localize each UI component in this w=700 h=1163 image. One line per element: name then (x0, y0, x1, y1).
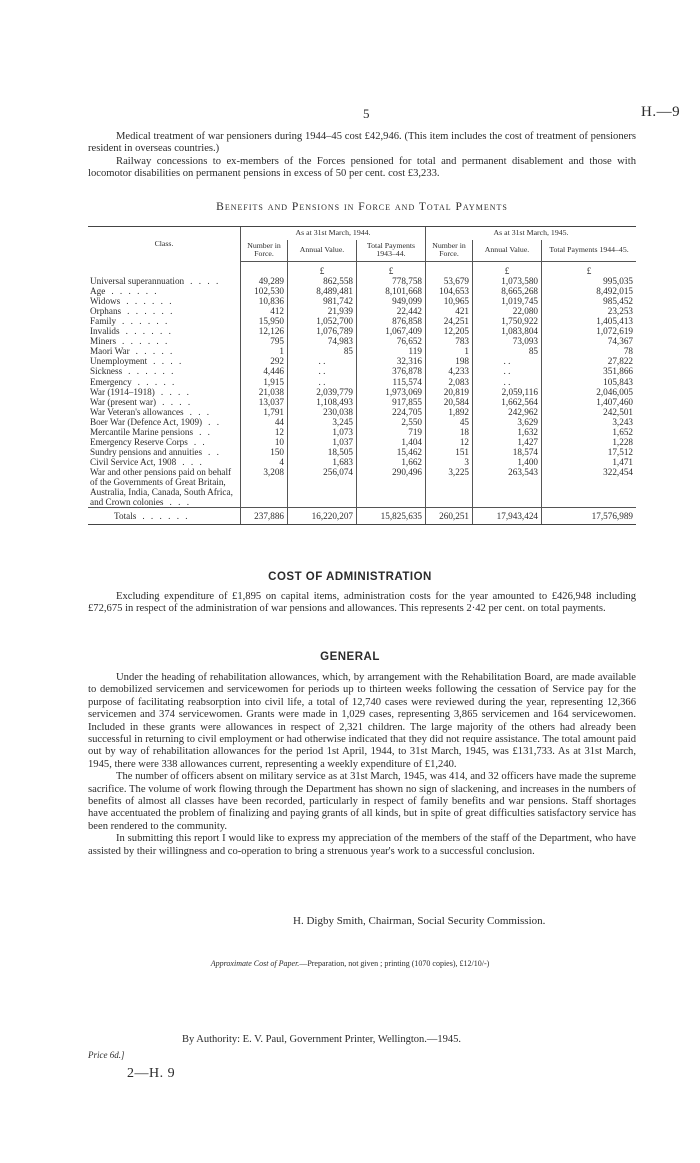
price: Price 6d.] (88, 1050, 125, 1060)
group-header-1944: As at 31st March, 1944. (241, 227, 426, 240)
col-annual-1945: Annual Value. (473, 240, 542, 262)
col-class-header: Class. (88, 227, 241, 262)
leader-dots: . . (208, 416, 221, 427)
table-row (88, 336, 636, 346)
leader-dots: . . . . (160, 386, 191, 397)
value-cell-n45: 20,584 (426, 397, 473, 407)
value-cell-v44: 1,108,493 (288, 397, 357, 407)
group-header-1945: As at 31st March, 1945. (426, 227, 637, 240)
value-cell-v44: 1,076,789 (288, 326, 357, 336)
value-cell-v45: 1,750,922 (473, 316, 542, 326)
row-label-cell (88, 356, 241, 366)
row-label: War Veteran's allowances (90, 406, 184, 417)
value-cell-t44: 224,705 (357, 407, 426, 417)
cost-of-paper-text: —Preparation, not given ; printing (1070 copies), £12/10/-) (299, 959, 490, 968)
value-cell-n44: 4 (241, 457, 288, 467)
totals-label-cell (88, 508, 241, 525)
value-cell-t45: 242,501 (542, 407, 637, 417)
value-cell-t45: 27,822 (542, 356, 637, 366)
table-row (88, 296, 636, 306)
value-cell-t45: 985,452 (542, 296, 637, 306)
value-cell-n44: 102,530 (241, 286, 288, 296)
value-cell-n44: 15,950 (241, 316, 288, 326)
value-cell-t45: 351,866 (542, 366, 637, 376)
row-label-cell (88, 336, 241, 346)
leader-dots: . . . . . . (127, 305, 175, 316)
value-cell-v44: 230,038 (288, 407, 357, 417)
row-label-cell (88, 276, 241, 286)
value-cell-n44: 10 (241, 437, 288, 447)
value-cell-v45: 263,543 (473, 467, 542, 508)
row-label: Miners (90, 336, 117, 347)
value-cell-t45: 78 (542, 346, 637, 356)
value-cell-v44: 18,505 (288, 447, 357, 457)
value-cell-n45: 18 (426, 427, 473, 437)
value-cell-t44: 917,855 (357, 397, 426, 407)
table-row (88, 316, 636, 326)
value-cell-t44: 1,662 (357, 457, 426, 467)
value-cell-n44: 13,037 (241, 397, 288, 407)
row-label-cell (88, 286, 241, 296)
value-cell-t44: 719 (357, 427, 426, 437)
value-cell-v45: 1,083,804 (473, 326, 542, 336)
value-cell-v44: . . (288, 377, 357, 387)
row-label: Mercantile Marine pensions (90, 427, 194, 437)
value-cell-t44: 15,825,635 (357, 508, 426, 525)
col-total-1945: Total Payments 1944–45. (542, 240, 637, 262)
leader-dots: . . . . (190, 275, 221, 286)
general-heading: GENERAL (320, 651, 380, 663)
value-cell-t44: 8,101,668 (357, 286, 426, 296)
value-cell-v44: . . (288, 366, 357, 376)
col-total-1944: Total Payments 1943–44. (357, 240, 426, 262)
row-label-cell (88, 316, 241, 326)
value-cell-v45: . . (473, 366, 542, 376)
value-cell-n44: 3,208 (241, 467, 288, 508)
table-row (88, 306, 636, 316)
unit-symbol: £ (288, 261, 357, 276)
value-cell-v45: 18,574 (473, 447, 542, 457)
table-row (88, 276, 636, 286)
value-cell-n45: 10,965 (426, 296, 473, 306)
unit-symbol: £ (473, 261, 542, 276)
row-label-cell (88, 397, 241, 407)
value-cell-t44: 15,462 (357, 447, 426, 457)
col-number-1945: Number in Force. (426, 240, 473, 262)
value-cell-n45: 53,679 (426, 276, 473, 286)
value-cell-t44: 1,404 (357, 437, 426, 447)
value-cell-t45: 995,035 (542, 276, 637, 286)
value-cell-n44: 12,126 (241, 326, 288, 336)
leader-dots: . . . . . . (122, 315, 170, 326)
general-section (88, 672, 636, 858)
intro-paragraphs (88, 131, 636, 181)
value-cell-t45: 3,243 (542, 417, 637, 427)
value-cell-v44: 256,074 (288, 467, 357, 508)
value-cell-v44: 1,052,700 (288, 316, 357, 326)
row-label: Civil Service Act, 1908 (90, 457, 177, 468)
value-cell-t45: 1,652 (542, 427, 637, 437)
row-label: Maori War (90, 346, 130, 357)
value-cell-t45: 105,843 (542, 377, 637, 387)
cost-heading: COST OF ADMINISTRATION (268, 571, 432, 583)
unit-symbol: £ (357, 261, 426, 276)
value-cell-t44: 119 (357, 346, 426, 356)
value-cell-v44: 74,983 (288, 336, 357, 346)
row-label: Family (90, 315, 117, 326)
value-cell-n45: 260,251 (426, 508, 473, 525)
totals-row (88, 508, 636, 525)
value-cell-n45: 24,251 (426, 316, 473, 326)
row-label: War and other pensions paid on behalf of the Governments of Great Britain, Australia, India, Canada, South Africa, and Crown colonies (90, 467, 233, 508)
value-cell-v45: 1,073,580 (473, 276, 542, 286)
table-row (88, 467, 636, 508)
value-cell-v45: . . (473, 356, 542, 366)
value-cell-t45: 1,471 (542, 457, 637, 467)
row-label-cell (88, 346, 241, 356)
value-cell-n45: 20,819 (426, 387, 473, 397)
value-cell-t44: 32,316 (357, 356, 426, 366)
unit-row (88, 261, 636, 276)
value-cell-n45: 1 (426, 346, 473, 356)
value-cell-n45: 151 (426, 447, 473, 457)
table-row (88, 286, 636, 296)
page-number: 5 (363, 106, 370, 121)
table-row (88, 427, 636, 437)
value-cell-v44: 1,037 (288, 437, 357, 447)
table-row (88, 387, 636, 397)
authority-line: By Authority: E. V. Paul, Government Printer, Wellington.—1945. (182, 1034, 462, 1045)
row-label: War (1914–1918) (90, 386, 155, 397)
value-cell-v45: 8,665,268 (473, 286, 542, 296)
row-label-cell (88, 447, 241, 457)
value-cell-t44: 76,652 (357, 336, 426, 346)
value-cell-t44: 778,758 (357, 276, 426, 286)
value-cell-v45: 22,080 (473, 306, 542, 316)
cost-of-paper (0, 959, 700, 968)
leader-dots: . . . . . . (125, 326, 173, 337)
value-cell-v45: . . (473, 377, 542, 387)
footer-code: 2—H. 9 (127, 1066, 176, 1081)
value-cell-t44: 949,099 (357, 296, 426, 306)
row-label-cell (88, 387, 241, 397)
row-label: Unemployment (90, 356, 148, 367)
col-number-1944: Number in Force. (241, 240, 288, 262)
row-label: Universal superannuation (90, 275, 185, 286)
rehabilitation-paragraph: Under the heading of rehabilitation allowances, which, by arrangement with the Rehabilitation Board, are made available to demobilized servicemen and servicewomen for periods up to thirteen weeks following the cessation of Service pay for the purpose of facilitating reabsorption into civil life, a total of 12,740 cases were reviewed during the year, representing 12,366 servicemen and 374 servicewomen. Grants were made in 1,029 cases, representing 3,865 servicemen and 164 servicewomen. Included in these grants were allowances in respect of 2,321 children. The large majority of the others had already been successful in returning to civil employment or had otherwise indicated that they did not require assistance. The total amount paid out by way of rehabilitation allowances for the period 1st April, 1944, to 31st March, 1945, was £131,733. As at 31st March, 1945, there were 338 allowances current, representing a weekly expenditure of £1,240. (88, 672, 636, 770)
value-cell-v45: 3,629 (473, 417, 542, 427)
leader-dots: . . . (182, 457, 204, 468)
value-cell-t44: 2,550 (357, 417, 426, 427)
leader-dots: . . . . . . (142, 511, 190, 522)
value-cell-v44: 8,489,481 (288, 286, 357, 296)
table-row (88, 437, 636, 447)
value-cell-n45: 198 (426, 356, 473, 366)
row-label: Widows (90, 295, 121, 306)
value-cell-n45: 1,892 (426, 407, 473, 417)
signature: H. Digby Smith, Chairman, Social Security Commission. (293, 915, 546, 927)
value-cell-t45: 1,405,413 (542, 316, 637, 326)
cost-section (88, 591, 636, 616)
value-cell-n45: 3,225 (426, 467, 473, 508)
table-row (88, 356, 636, 366)
value-cell-t44: 22,442 (357, 306, 426, 316)
value-cell-t45: 74,367 (542, 336, 637, 346)
table-row (88, 377, 636, 387)
value-cell-n45: 2,083 (426, 377, 473, 387)
value-cell-n44: 412 (241, 306, 288, 316)
row-label-cell (88, 326, 241, 336)
value-cell-v45: 1,019,745 (473, 296, 542, 306)
cost-paragraph: Excluding expenditure of £1,895 on capital items, administration costs for the year amounted to £426,948 including £72,675 in respect of the administration of war pensions and allowances. This represents 2·42 per cent. on total payments. (88, 591, 636, 615)
row-label: Invalids (90, 326, 120, 337)
value-cell-t45: 1,072,619 (542, 326, 637, 336)
leader-dots: . . . . . . (122, 336, 170, 347)
value-cell-n44: 49,289 (241, 276, 288, 286)
row-label-cell (88, 437, 241, 447)
value-cell-n45: 45 (426, 417, 473, 427)
value-cell-v45: 242,962 (473, 407, 542, 417)
value-cell-n45: 421 (426, 306, 473, 316)
leader-dots: . . . . (153, 356, 184, 367)
value-cell-n44: 292 (241, 356, 288, 366)
value-cell-v45: 73,093 (473, 336, 542, 346)
row-label-cell (88, 457, 241, 467)
leader-dots: . . . . . . (111, 285, 159, 296)
row-label: Orphans (90, 305, 122, 316)
value-cell-v44: 1,073 (288, 427, 357, 437)
value-cell-v45: 17,943,424 (473, 508, 542, 525)
value-cell-v44: 862,558 (288, 276, 357, 286)
totals-label: Totals (114, 511, 137, 522)
value-cell-n45: 12 (426, 437, 473, 447)
value-cell-t45: 8,492,015 (542, 286, 637, 296)
value-cell-t44: 290,496 (357, 467, 426, 508)
value-cell-v45: 1,662,564 (473, 397, 542, 407)
leader-dots: . . . . (162, 396, 193, 407)
benefits-table (88, 226, 636, 525)
table-row (88, 326, 636, 336)
table-row (88, 397, 636, 407)
value-cell-v45: 1,632 (473, 427, 542, 437)
value-cell-n44: 795 (241, 336, 288, 346)
value-cell-t45: 1,407,460 (542, 397, 637, 407)
value-cell-t44: 115,574 (357, 377, 426, 387)
value-cell-n44: 237,886 (241, 508, 288, 525)
value-cell-n44: 150 (241, 447, 288, 457)
table-row (88, 366, 636, 376)
value-cell-v45: 2,059,116 (473, 387, 542, 397)
row-label: Boer War (Defence Act, 1909) (90, 416, 203, 427)
value-cell-t44: 876,858 (357, 316, 426, 326)
value-cell-n44: 12 (241, 427, 288, 437)
row-label: Sundry pensions and annuities (90, 447, 203, 458)
row-label: War (present war) (90, 396, 157, 407)
leader-dots: . . . . . . (128, 366, 176, 377)
table-title: Benefits and Pensions in Force and Total Payments (216, 201, 508, 213)
value-cell-n45: 12,205 (426, 326, 473, 336)
value-cell-n44: 21,038 (241, 387, 288, 397)
value-cell-v44: 21,939 (288, 306, 357, 316)
unit-symbol: £ (542, 261, 637, 276)
value-cell-n45: 783 (426, 336, 473, 346)
value-cell-t44: 1,973,069 (357, 387, 426, 397)
value-cell-t45: 2,046,005 (542, 387, 637, 397)
value-cell-v45: 85 (473, 346, 542, 356)
leader-dots: . . . . . . (126, 295, 174, 306)
medical-treatment-paragraph: Medical treatment of war pensioners during 1944–45 cost £42,946. (This item includes the cost of treatment of pensioners resident in overseas countries.) (88, 131, 636, 155)
value-cell-t45: 23,253 (542, 306, 637, 316)
officers-paragraph: The number of officers absent on military service as at 31st March, 1945, was 414, and 32 officers have made the supreme sacrifice. The volume of work flowing through the Department has shown no sign of slackening, and increases in the numbers of benefits of almost all classes have been recorded, particularly in respect of family benefits and war pensions. Staff shortages have accentuated the problem of finalizing and paying grants of all kinds, but in spite of great difficulties satisfactory service has been rendered to the community. (88, 771, 636, 832)
value-cell-n44: 1,791 (241, 407, 288, 417)
table-row (88, 346, 636, 356)
value-cell-v44: . . (288, 356, 357, 366)
value-cell-n44: 4,446 (241, 366, 288, 376)
row-label-cell (88, 467, 241, 508)
row-label: Age (90, 285, 106, 296)
leader-dots: . . . (169, 497, 191, 508)
row-label-cell (88, 366, 241, 376)
table-row (88, 447, 636, 457)
table-row (88, 407, 636, 417)
leader-dots: . . (193, 437, 207, 448)
railway-concessions-paragraph: Railway concessions to ex-members of the Forces pensioned for total and permanent disablement and those with locomotor disabilities on permanent pensions in excess of 50 per cent. cost £3,233. (88, 155, 636, 180)
row-label-cell (88, 417, 241, 427)
value-cell-v44: 2,039,779 (288, 387, 357, 397)
value-cell-v45: 1,427 (473, 437, 542, 447)
cost-of-paper-label: Approximate Cost of Paper. (210, 959, 300, 968)
table-row (88, 417, 636, 427)
value-cell-t45: 1,228 (542, 437, 637, 447)
value-cell-v44: 3,245 (288, 417, 357, 427)
value-cell-t45: 17,512 (542, 447, 637, 457)
value-cell-v44: 16,220,207 (288, 508, 357, 525)
leader-dots: . . . . . (137, 376, 177, 387)
value-cell-n44: 10,836 (241, 296, 288, 306)
value-cell-v45: 1,400 (473, 457, 542, 467)
value-cell-n44: 1,915 (241, 377, 288, 387)
row-label-cell (88, 377, 241, 387)
value-cell-n45: 104,653 (426, 286, 473, 296)
row-label-cell (88, 296, 241, 306)
value-cell-v44: 981,742 (288, 296, 357, 306)
leader-dots: . . . . . (135, 346, 175, 357)
row-label: Emergency Reserve Corps (90, 437, 188, 448)
appreciation-paragraph: In submitting this report I would like to express my appreciation of the members of the staff of the Department, who have assisted by their willingness and co-operation to bring a strenuous year's work to a successful conclusion. (88, 833, 636, 857)
document-code: H.—9 (641, 104, 681, 120)
leader-dots: . . (199, 427, 212, 437)
value-cell-n45: 3 (426, 457, 473, 467)
value-cell-t44: 376,878 (357, 366, 426, 376)
leader-dots: . . (208, 447, 221, 458)
row-label: Sickness (90, 366, 123, 377)
row-label-cell (88, 407, 241, 417)
value-cell-n44: 44 (241, 417, 288, 427)
value-cell-v44: 85 (288, 346, 357, 356)
value-cell-n45: 4,233 (426, 366, 473, 376)
value-cell-n44: 1 (241, 346, 288, 356)
col-annual-1944: Annual Value. (288, 240, 357, 262)
row-label-cell (88, 427, 241, 437)
value-cell-t44: 1,067,409 (357, 326, 426, 336)
value-cell-t45: 322,454 (542, 467, 637, 508)
row-label: Emergency (90, 376, 132, 387)
table-row (88, 457, 636, 467)
leader-dots: . . . (189, 406, 212, 417)
row-label-cell (88, 306, 241, 316)
value-cell-t45: 17,576,989 (542, 508, 637, 525)
value-cell-v44: 1,683 (288, 457, 357, 467)
